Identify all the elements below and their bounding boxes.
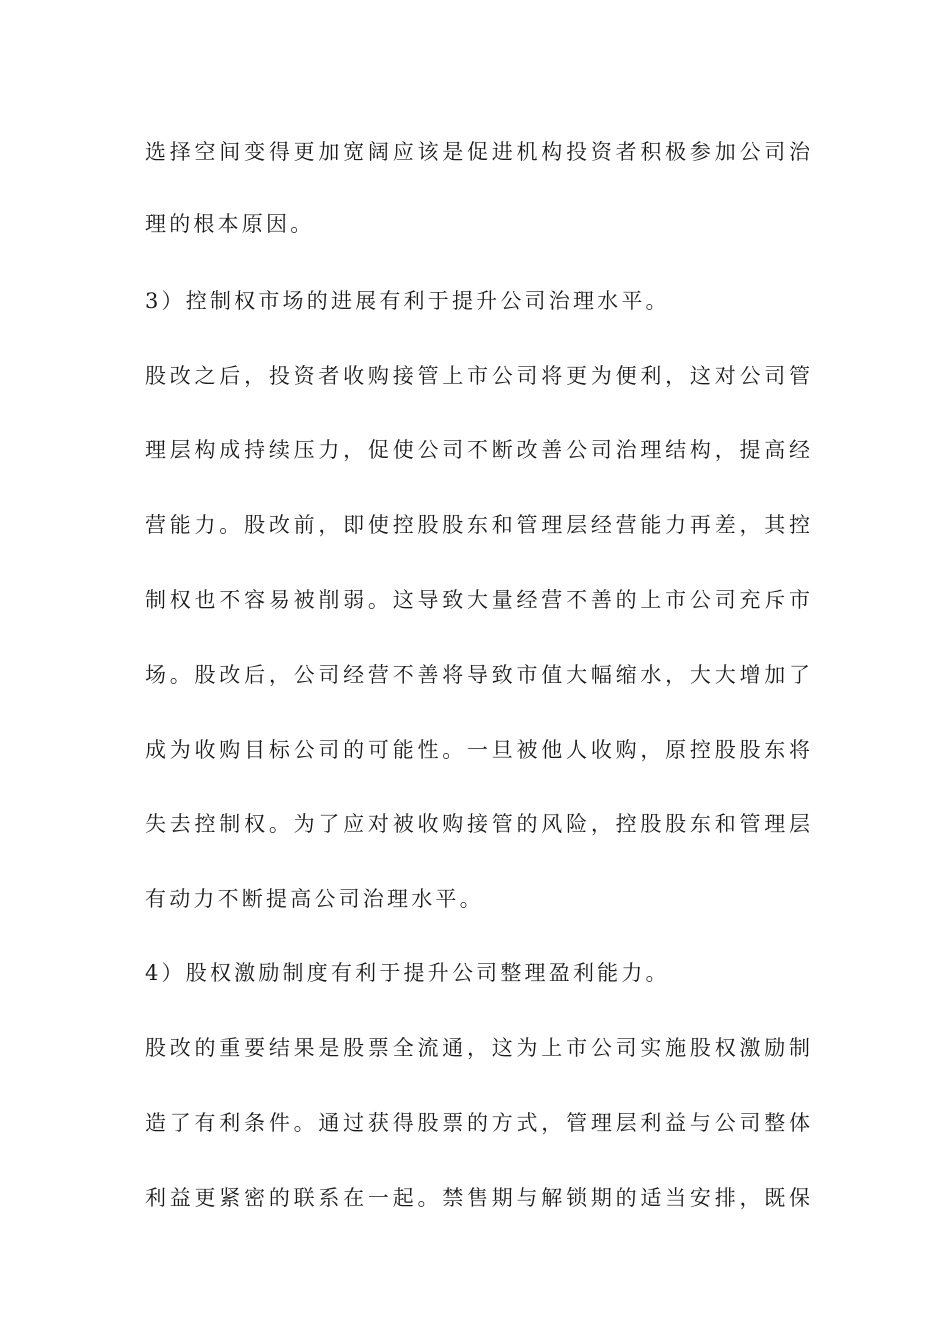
paragraph-line: 理层构成持续压力，促使公司不断改善公司治理结构，提高经	[145, 438, 810, 462]
paragraph-line: 理的根本原因。	[145, 212, 315, 236]
paragraph-line: 股改的重要结果是股票全流通，这为上市公司实施股权激励制	[145, 1036, 810, 1060]
paragraph-line: 成为收购目标公司的可能性。一旦被他人收购，原控股股东将	[145, 738, 810, 762]
section-heading: 4）股权激励制度有利于提升公司整理盈利能力。	[145, 961, 670, 985]
paragraph-line: 制权也不容易被削弱。这导致大量经营不善的上市公司充斥市	[145, 588, 810, 612]
paragraph-line: 利益更紧密的联系在一起。禁售期与解锁期的适当安排，既保	[145, 1186, 810, 1210]
paragraph-line: 失去控制权。为了应对被收购接管的风险，控股股东和管理层	[145, 812, 810, 836]
paragraph-line: 选择空间变得更加宽阔应该是促进机构投资者积极参加公司治	[145, 140, 810, 164]
paragraph-line: 营能力。股改前，即使控股股东和管理层经营能力再差，其控	[145, 513, 810, 537]
paragraph-line: 有动力不断提高公司治理水平。	[145, 887, 484, 911]
paragraph-line: 场。股改后，公司经营不善将导致市值大幅缩水，大大增加了	[145, 663, 810, 687]
paragraph-line: 造了有利条件。通过获得股票的方式，管理层利益与公司整体	[145, 1111, 810, 1135]
section-heading: 3）控制权市场的进展有利于提升公司治理水平。	[145, 289, 670, 313]
paragraph-line: 股改之后，投资者收购接管上市公司将更为便利，这对公司管	[145, 364, 810, 388]
